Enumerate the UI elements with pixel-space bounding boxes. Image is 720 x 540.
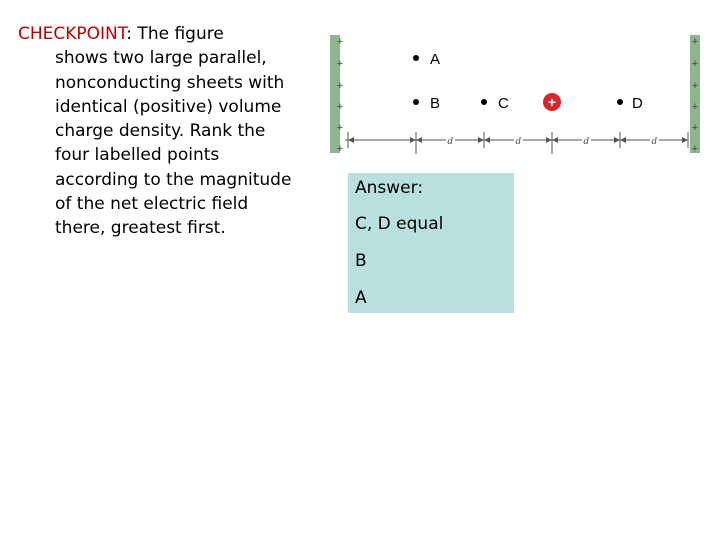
answer-rank-2: B	[355, 251, 367, 271]
distance-label: d	[651, 135, 657, 147]
arrow-head	[620, 137, 626, 143]
distance-label: d	[447, 135, 453, 147]
point-c-dot	[481, 99, 487, 105]
plus-sign: +	[691, 122, 699, 134]
arrow-head	[614, 137, 620, 143]
question-line-1	[18, 22, 318, 46]
parallel-sheets-figure	[330, 30, 710, 160]
point-c-label: C	[498, 95, 509, 112]
question-line: nonconducting sheets with	[55, 72, 285, 93]
arrow-head	[416, 137, 422, 143]
left-sheet	[330, 35, 340, 153]
point-a-label: A	[430, 51, 441, 68]
plus-sign: +	[691, 58, 699, 70]
plus-sign: +	[336, 122, 344, 134]
arrow-head	[348, 137, 354, 143]
point-b-dot	[413, 99, 419, 105]
plus-sign: +	[691, 101, 699, 113]
arrow-head	[682, 137, 688, 143]
right-sheet	[690, 35, 700, 153]
question-line: according to the magnitude	[55, 169, 292, 190]
plus-sign: +	[336, 143, 344, 155]
plus-sign: +	[336, 80, 344, 92]
point-charge-sign: +	[547, 94, 557, 110]
arrow-head	[484, 137, 490, 143]
point-d-dot	[617, 99, 623, 105]
arrow-head	[410, 137, 416, 143]
answer-box	[348, 173, 514, 313]
answer-rank-1: C, D equal	[355, 214, 444, 234]
question-line: there, greatest first.	[55, 218, 226, 239]
question-line: shows two large parallel,	[55, 48, 267, 69]
arrow-head	[552, 137, 558, 143]
plus-sign: +	[336, 58, 344, 70]
question-line: four labelled points	[55, 145, 220, 166]
answer-title: Answer:	[355, 178, 424, 198]
question-line: of the net electric field	[55, 194, 249, 215]
point-d-label: D	[632, 95, 643, 112]
question-text	[18, 22, 318, 241]
plus-sign: +	[336, 101, 344, 113]
distance-label: d	[515, 135, 521, 147]
point-b-label: B	[430, 95, 441, 112]
distance-label: d	[583, 135, 589, 147]
question-line: charge density. Rank the	[55, 121, 266, 142]
plus-sign: +	[336, 36, 344, 48]
answer-rank-3: A	[355, 288, 367, 308]
distance-markers	[345, 132, 688, 154]
checkpoint-label: CHECKPOINT	[18, 24, 127, 44]
arrow-head	[546, 137, 552, 143]
plus-sign: +	[691, 143, 699, 155]
plus-sign: +	[691, 36, 699, 48]
plus-sign: +	[691, 80, 699, 92]
question-line: identical (positive) volume	[55, 96, 282, 117]
point-a-dot	[413, 55, 419, 61]
question-line-1-text: : The figure	[126, 24, 224, 44]
arrow-head	[478, 137, 484, 143]
